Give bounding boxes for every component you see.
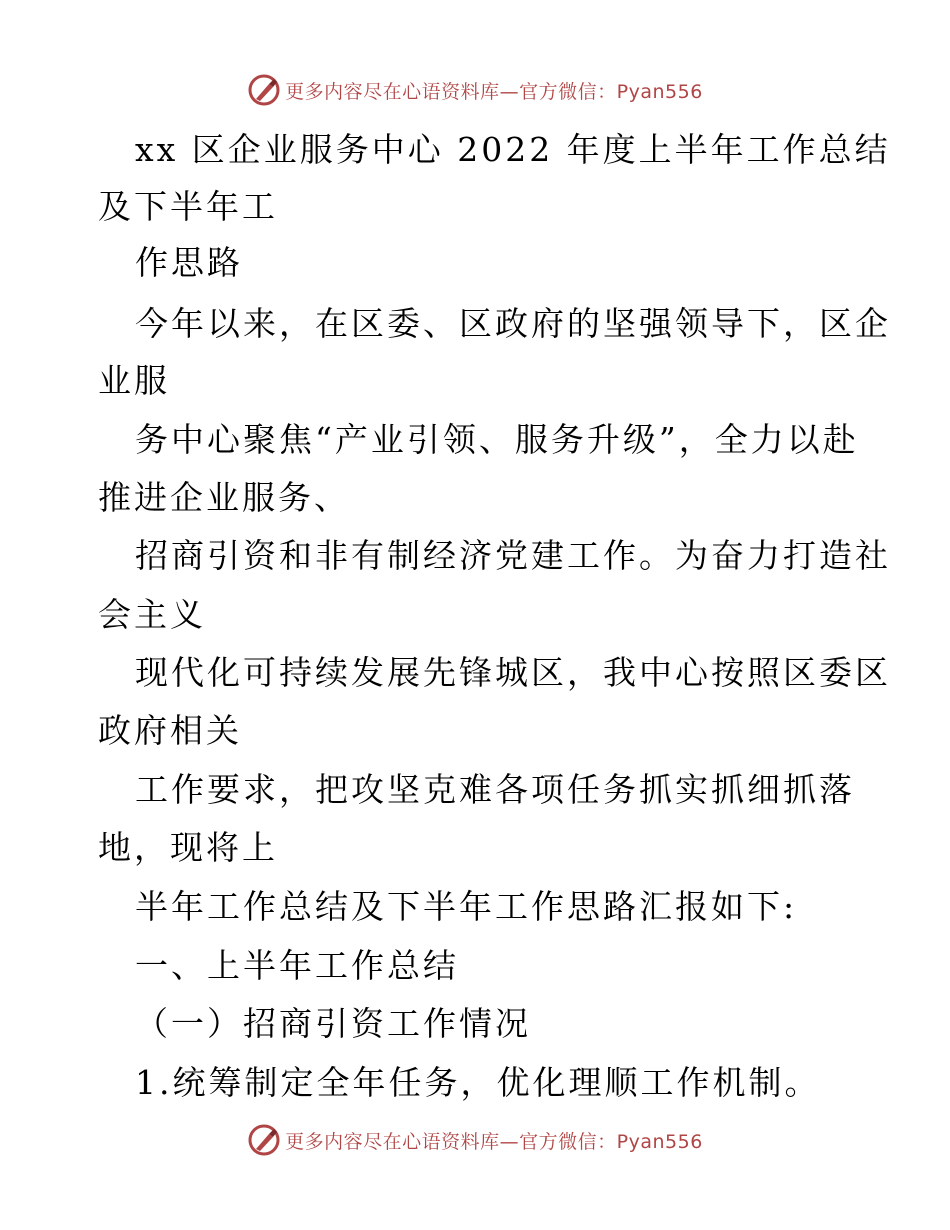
title-line-2: 及下半年工 xyxy=(98,187,278,226)
paragraph-line: 业服 xyxy=(98,361,170,400)
watermark-text: 更多内容尽在心语资料库—官方微信：Pyan556 xyxy=(285,1130,703,1153)
paragraph-line: 半年工作总结及下半年工作思路汇报如下: xyxy=(135,887,798,926)
pen-logo-icon xyxy=(247,1123,281,1157)
paragraph-line: 招商引资和非有制经济党建工作。为奋力打造社 xyxy=(135,536,891,575)
paragraph-line: 政府相关 xyxy=(98,711,242,750)
watermark-text: 更多内容尽在心语资料库—官方微信：Pyan556 xyxy=(285,80,703,103)
paragraph-line: 今年以来，在区委、区政府的坚强领导下，区企 xyxy=(135,304,891,343)
paragraph-line: 现代化可持续发展先锋城区，我中心按照区委区 xyxy=(135,653,891,692)
title-line-1: xx 区企业服务中心 2022 年度上半年工作总结 xyxy=(135,130,891,169)
watermark-footer xyxy=(0,1118,950,1162)
paragraph-line: 务中心聚焦“产业引领、服务升级”，全力以赴 xyxy=(135,420,859,459)
paragraph-line: 地，现将上 xyxy=(98,828,278,867)
paragraph-line: 推进企业服务、 xyxy=(98,478,350,517)
watermark-header xyxy=(0,68,950,112)
numbered-item: 1.统筹制定全年任务，优化理顺工作机制。 xyxy=(135,1063,821,1102)
subsection-heading: （一）招商引资工作情况 xyxy=(135,1004,531,1043)
paragraph-line: 工作要求，把攻坚克难各项任务抓实抓细抓落 xyxy=(135,770,855,809)
paragraph-line: 会主义 xyxy=(98,595,206,634)
pen-logo-icon xyxy=(247,73,281,107)
section-heading: 一、上半年工作总结 xyxy=(135,946,459,985)
title-line-3: 作思路 xyxy=(135,243,243,282)
